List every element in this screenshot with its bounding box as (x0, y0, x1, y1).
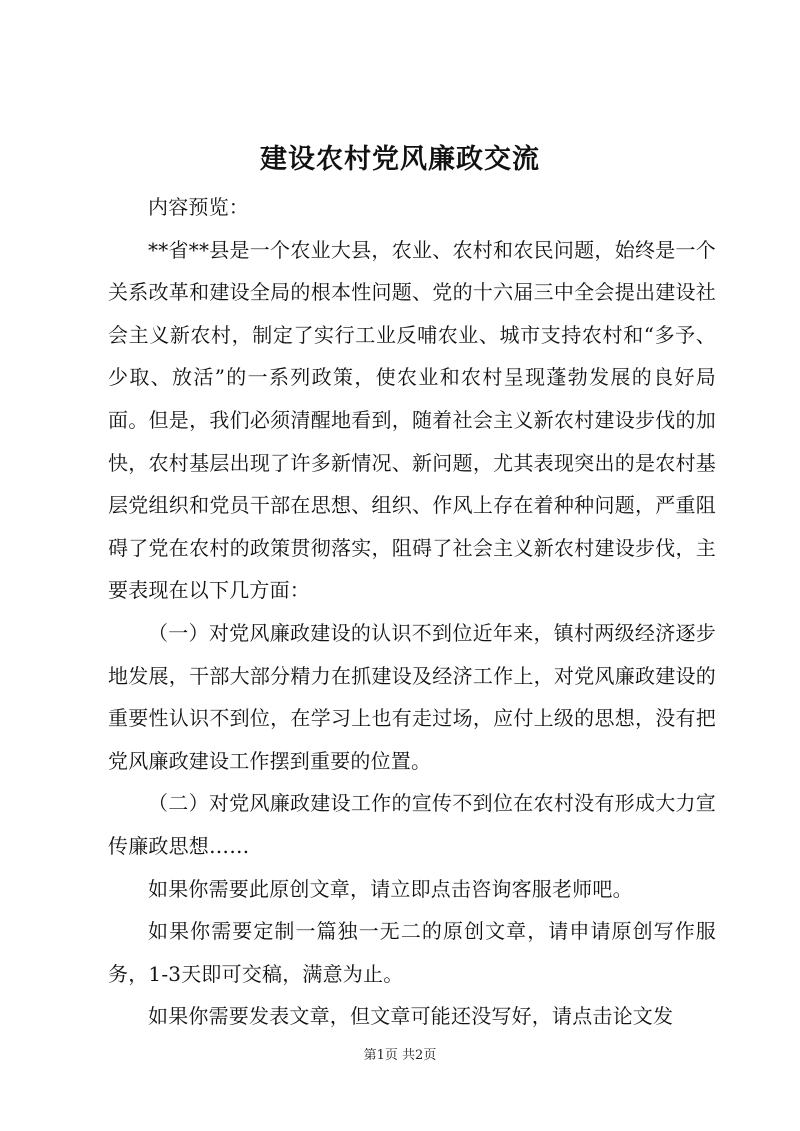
document-body (108, 186, 716, 1038)
intro-paragraph: **省**县是一个农业大县，农业、农村和农民问题，始终是一个关系改革和建设全局的根本性问题、党的十六届三中全会提出建设社会主义新农村，制定了实行工业反哺农业、城市支持农村和“多予、少取、放活”的一系列政策，使农业和农村呈现蓬勃发展的良好局面。但是，我们必须清醒地看到，随着社会主义新农村建设步伐的加快，农村基层出现了许多新情况、新问题，尤其表现突出的是农村基层党组织和党员干部在思想、组织、作风上存在着种种问题，严重阻碍了党在农村的政策贯彻落实，阻碍了社会主义新农村建设步伐，主要表现在以下几方面： (108, 237, 716, 603)
custom-writing-notice: 如果你需要定制一篇独一无二的原创文章，请申请原创写作服务，1-3天即可交稿，满意为止。 (108, 919, 716, 986)
section-one-paragraph: （一）对党风廉政建设的认识不到位近年来，镇村两级经济逐步地发展，干部大部分精力在抓建设及经济工作上，对党风廉政建设的重要性认识不到位，在学习上也有走过场，应付上级的思想，没有把党风廉政建设工作摆到重要的位置。 (108, 620, 716, 773)
consult-notice: 如果你需要此原创文章，请立即点击咨询客服老师吧。 (148, 876, 633, 901)
publish-notice: 如果你需要发表文章，但文章可能还没写好，请点击论文发 (148, 1004, 674, 1029)
section-two-paragraph: （二）对党风廉政建设工作的宣传不到位在农村没有形成大力宣传廉政思想…… (108, 791, 716, 858)
document-title: 建设农村党风廉政交流 (260, 144, 540, 175)
preview-label: 内容预览： (148, 195, 249, 219)
page-number: 第1页 共2页 (363, 1048, 437, 1063)
